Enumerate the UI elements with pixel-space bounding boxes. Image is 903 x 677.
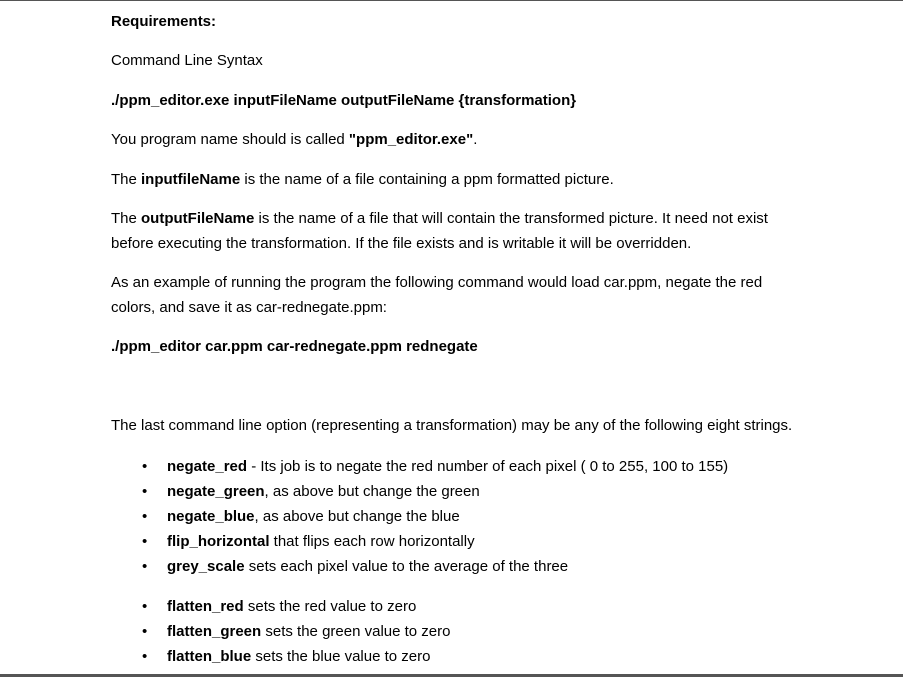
option-desc: sets each pixel value to the average of the three [244, 558, 569, 575]
example-paragraph-line2: colors, and save it as car-rednegate.ppm: [111, 299, 387, 316]
list-item [111, 504, 728, 529]
bullet: • [142, 508, 148, 525]
option-name: negate_red [167, 458, 248, 475]
output-desc-post: is the name of a file that will contain the transformed picture. It need not exist [254, 210, 768, 227]
input-file-term: inputfileName [141, 171, 241, 188]
output-file-term: outputFileName [141, 210, 255, 227]
example-command: ./ppm_editor car.ppm car-rednegate.ppm rednegate [111, 338, 478, 355]
option-desc: , as above but change the green [264, 483, 480, 500]
list-item [111, 529, 728, 554]
option-desc: sets the red value to zero [243, 598, 417, 615]
program-name-post: . [473, 131, 478, 148]
bullet: • [142, 483, 148, 500]
list-item [111, 454, 728, 479]
option-name: flip_horizontal [167, 533, 270, 550]
option-desc: that flips each row horizontally [269, 533, 475, 550]
program-name-paragraph [111, 127, 477, 152]
bullet: • [142, 558, 148, 575]
bullet: • [142, 458, 148, 475]
program-name-value: "ppm_editor.exe" [348, 131, 474, 148]
option-name: negate_green [167, 483, 265, 500]
bullet: • [142, 623, 148, 640]
example-paragraph-line1: As an example of running the program the following command would load car.ppm, negate the red [111, 274, 763, 291]
list-item [111, 619, 450, 644]
option-name: flatten_blue [167, 648, 252, 665]
list-item [111, 594, 450, 619]
option-desc: sets the blue value to zero [251, 648, 431, 665]
option-desc: , as above but change the blue [254, 508, 460, 525]
input-desc-pre: The [111, 171, 142, 188]
bullet: • [142, 648, 148, 665]
option-desc: - Its job is to negate the red number of each pixel ( 0 to 255, 100 to 155) [247, 458, 729, 475]
options-list-group1 [111, 454, 728, 579]
syntax-label: Command Line Syntax [111, 52, 263, 69]
program-name-pre: You program name should is called [111, 131, 349, 148]
option-name: negate_blue [167, 508, 255, 525]
output-desc-pre: The [111, 210, 142, 227]
list-item [111, 479, 728, 504]
input-file-paragraph [111, 167, 614, 192]
options-list-group2 [111, 594, 450, 669]
option-name: grey_scale [167, 558, 245, 575]
output-file-paragraph-line2: before executing the transformation. If the file exists and is writable it will be overridden. [111, 235, 692, 252]
option-name: flatten_red [167, 598, 244, 615]
options-intro: The last command line option (representing a transformation) may be any of the following eight strings. [111, 417, 793, 434]
option-name: flatten_green [167, 623, 262, 640]
syntax-command: ./ppm_editor.exe inputFileName outputFileName {transformation} [111, 92, 577, 109]
option-desc: sets the green value to zero [261, 623, 451, 640]
bullet: • [142, 598, 148, 615]
input-desc-post: is the name of a file containing a ppm formatted picture. [240, 171, 614, 188]
requirements-heading: Requirements: [111, 13, 217, 30]
list-item [111, 644, 450, 669]
output-file-paragraph [111, 206, 768, 231]
bullet: • [142, 533, 148, 550]
list-item [111, 554, 728, 579]
